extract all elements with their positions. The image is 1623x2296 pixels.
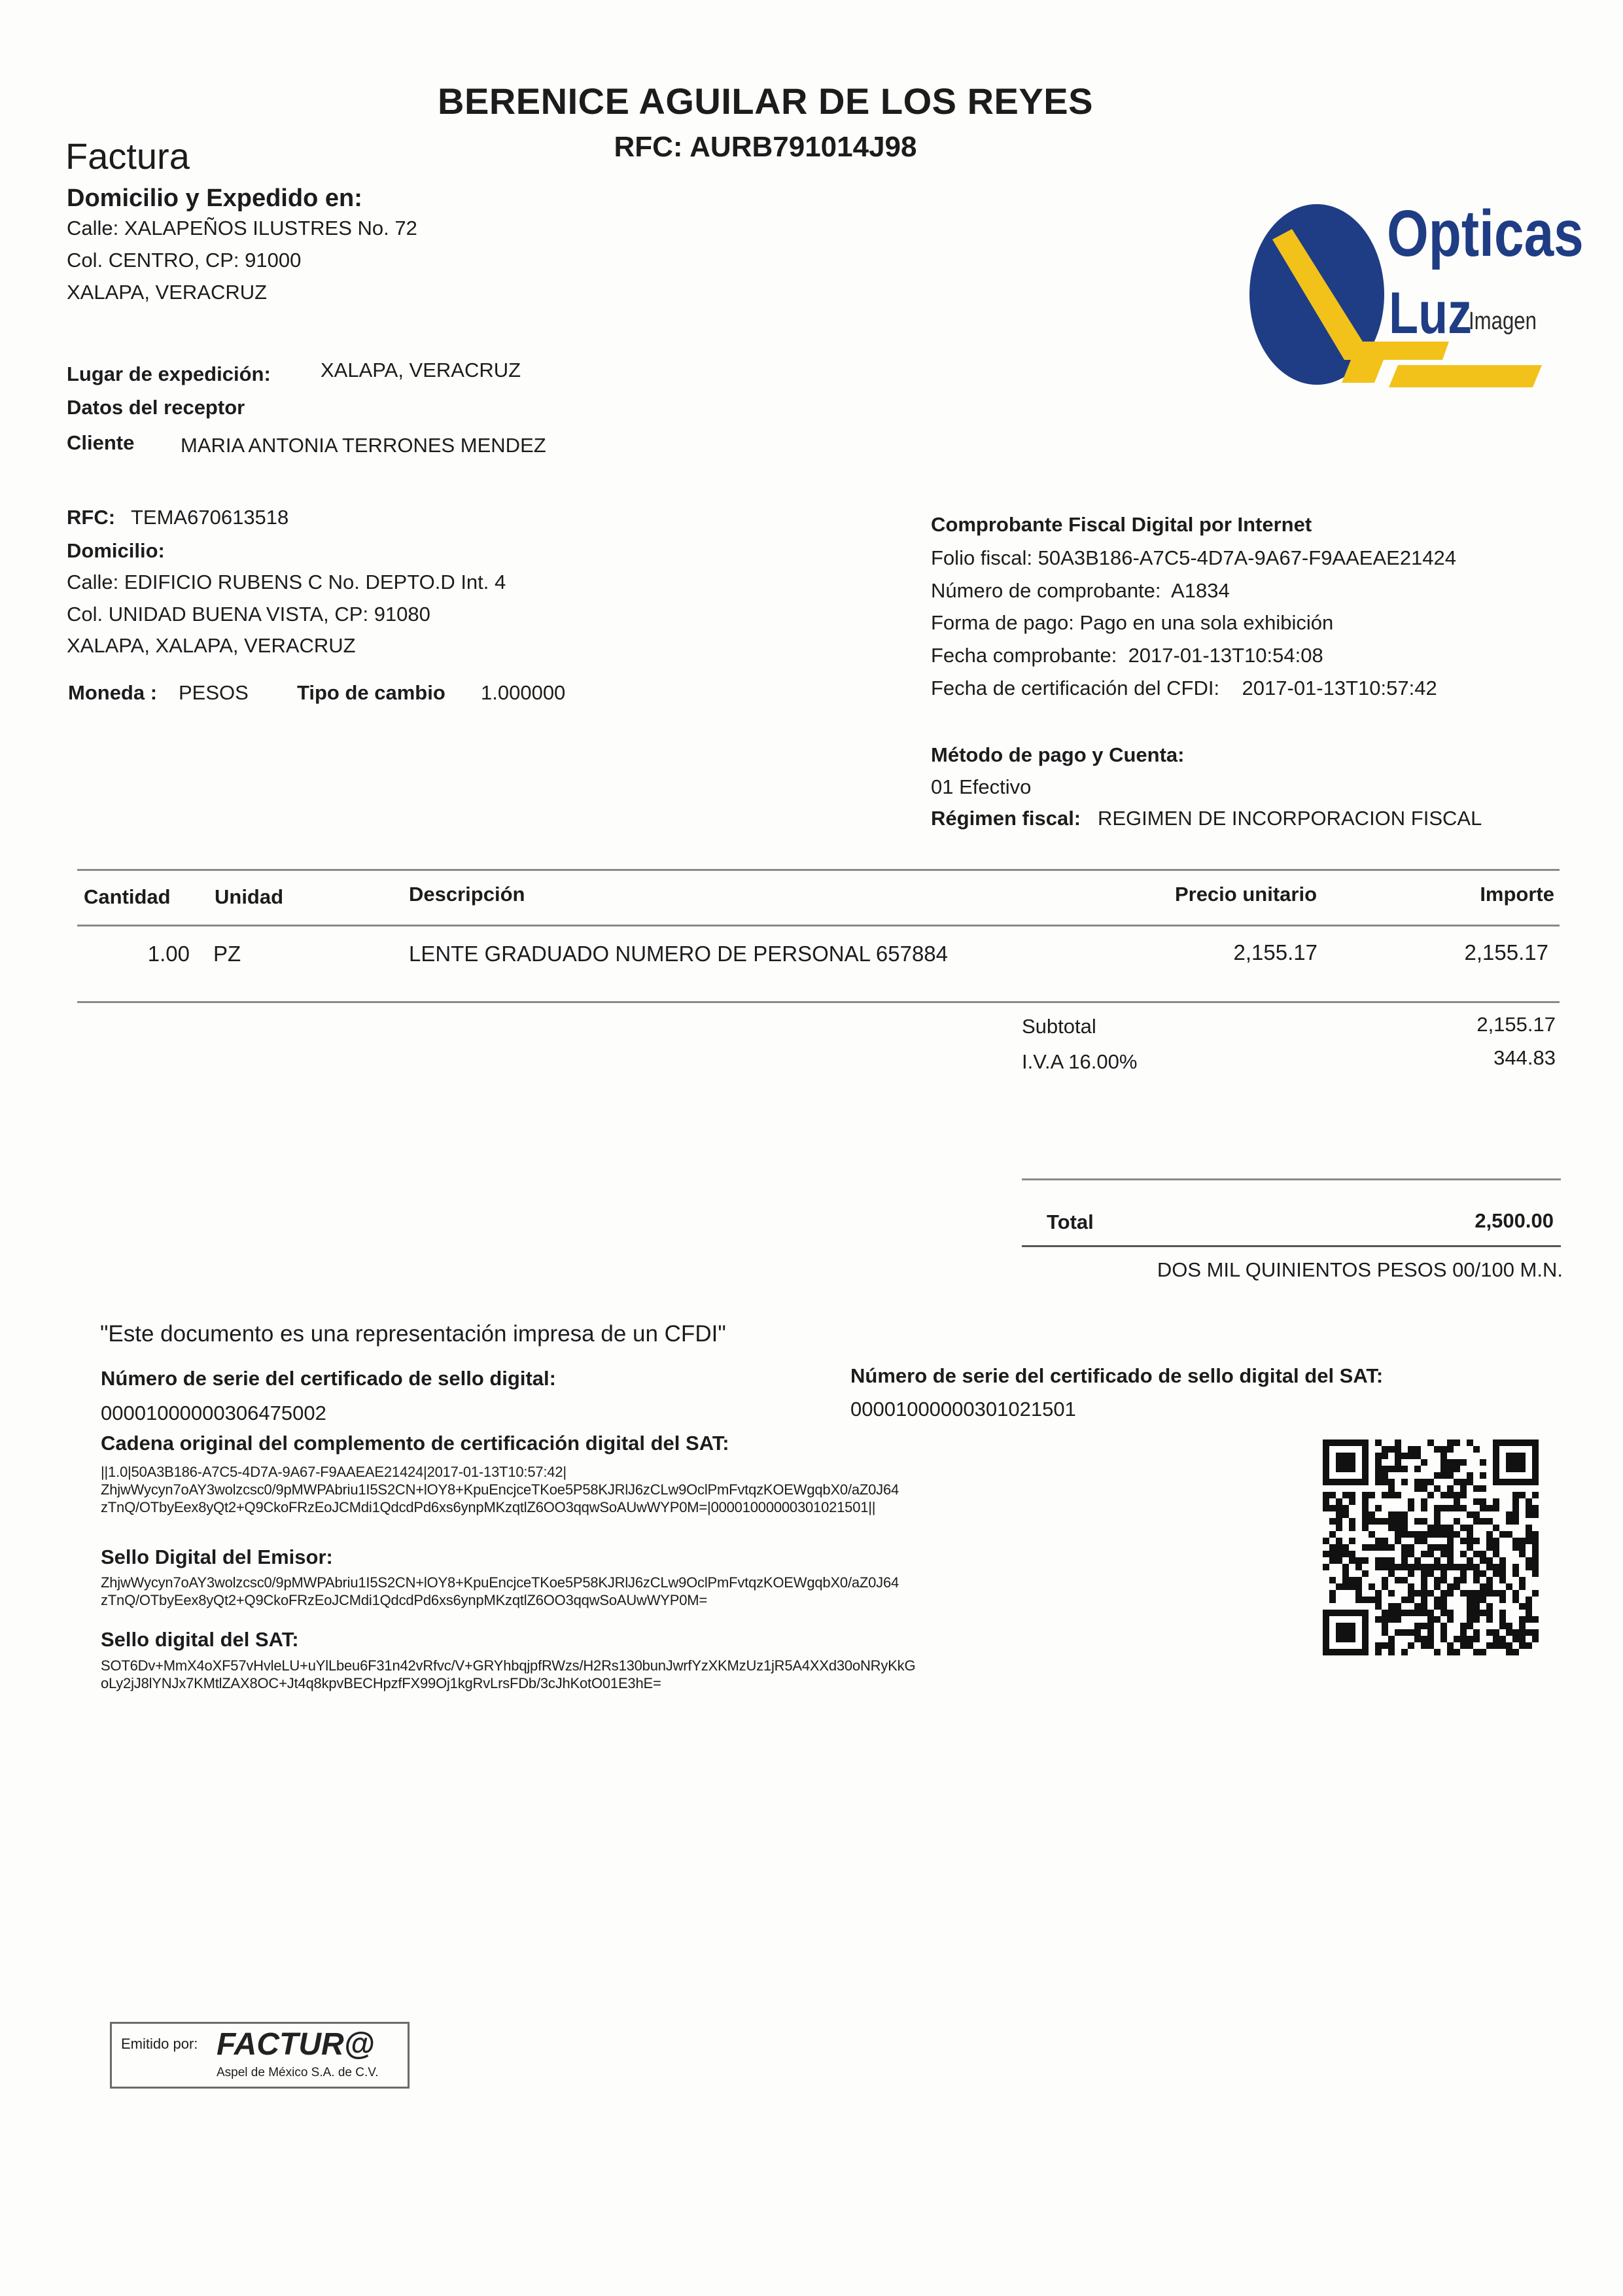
original-chain-line: ZhjwWycyn7oAY3wolzcsc0/9pMWPAbriu1I5S2CN+lOY8+KpuEncjceTKoe5P58KJRlJ6zCLw9OclPmFvtqzKOEWgqbX0/aZ0J64: [101, 1481, 899, 1498]
issuer-address-line: Col. CENTRO, CP: 91000: [67, 249, 302, 272]
tax-regime-label: Régimen fiscal:: [931, 807, 1081, 830]
emitter-seal-label: Sello Digital del Emisor:: [101, 1545, 333, 1568]
cfdi-row-value: A1834: [1171, 579, 1230, 602]
expedition-label: Lugar de expedición:: [67, 362, 271, 385]
receiver-address-line: Col. UNIDAD BUENA VISTA, CP: 91080: [67, 603, 430, 626]
sat-seal-label: Sello digital del SAT:: [101, 1628, 299, 1651]
issuer-address-line: XALAPA, VERACRUZ: [67, 281, 268, 304]
column-header-unit: Unidad: [215, 885, 284, 908]
client-value: MARIA ANTONIA TERRONES MENDEZ: [181, 434, 546, 457]
payment-method-heading: Método de pago y Cuenta:: [931, 743, 1185, 766]
receiver-rfc-value: TEMA670613518: [131, 506, 289, 529]
facturae-stamp: [110, 2022, 410, 2089]
cfdi-row-certification-date: [931, 676, 1437, 701]
table-header-rule: [77, 925, 1560, 927]
payment-method-value: 01 Efectivo: [931, 775, 1032, 798]
client-label: Cliente: [67, 431, 135, 454]
cfdi-row-label: Forma de pago:: [931, 611, 1074, 634]
cfdi-row-value: 2017-01-13T10:57:42: [1242, 677, 1437, 699]
subtotal-value: 2,155.17: [1476, 1013, 1556, 1036]
cfdi-row-label: Número de comprobante:: [931, 579, 1161, 602]
receiver-address-line: XALAPA, XALAPA, VERACRUZ: [67, 634, 356, 657]
emitted-by-label: Emitido por:: [121, 2036, 198, 2052]
iva-label: I.V.A 16.00%: [1022, 1050, 1138, 1073]
original-chain-line: zTnQ/OTbyEex8yQt2+Q9CkoFRzEoJCMdi1QdcdPd6xs6ynpMKzqtlZ6OO3qqwSoAUwWYP0M=|00001000000301021501||: [101, 1499, 876, 1515]
cfdi-row-payment-form: [931, 610, 1333, 635]
receiver-domicile-label: Domicilio:: [67, 539, 165, 562]
issuer-rfc: RFC: AURB791014J98: [614, 131, 917, 163]
currency-value: PESOS: [179, 681, 249, 704]
iva-value: 344.83: [1493, 1046, 1556, 1069]
opticas-luz-logo: [1246, 196, 1584, 406]
cfdi-row-value: 50A3B186-A7C5-4D7A-9A67-F9AAEAE21424: [1038, 546, 1457, 569]
total-in-words: DOS MIL QUINIENTOS PESOS 00/100 M.N.: [1157, 1258, 1563, 1281]
cfdi-row-folio: [931, 546, 1456, 571]
column-header-qty: Cantidad: [84, 885, 171, 908]
qr-code-graphic: [1323, 1439, 1539, 1655]
total-bottom-rule: [1022, 1245, 1561, 1247]
row-unit-price: 2,155.17: [1233, 940, 1318, 964]
cfdi-row-label: Folio fiscal:: [931, 546, 1033, 569]
row-qty: 1.00: [147, 942, 190, 966]
subtotal-label: Subtotal: [1022, 1015, 1096, 1038]
total-top-rule: [1022, 1178, 1561, 1180]
tax-regime: [931, 806, 1482, 831]
qr-code-icon: [1323, 1439, 1539, 1655]
expedition-value: XALAPA, VERACRUZ: [321, 359, 521, 381]
facturae-logo: FACTUR@: [217, 2027, 375, 2062]
emitter-seal-line: ZhjwWycyn7oAY3wolzcsc0/9pMWPAbriu1I5S2CN+lOY8+KpuEncjceTKoe5P58KJRlJ6zCLw9OclPmFvtqzKOEWgqbX0/aZ0J64: [101, 1574, 899, 1591]
column-header-description: Descripción: [409, 883, 525, 906]
cfdi-row-label: Fecha de certificación del CFDI:: [931, 677, 1220, 699]
cfdi-disclaimer: "Este documento es una representación impresa de un CFDI": [100, 1321, 726, 1347]
cfdi-heading: Comprobante Fiscal Digital por Internet: [931, 513, 1312, 536]
cfdi-row-value: 2017-01-13T10:54:08: [1128, 644, 1323, 667]
sat-seal-line: SOT6Dv+MmX4oXF57vHvleLU+uYlLbeu6F31n42vRfvc/V+GRYhbqjpfRWzs/H2Rs130bunJwrfYzXKMzUz1jR5A4XXd30oNRyKkG: [101, 1657, 916, 1674]
emitter-seal-line: zTnQ/OTbyEex8yQt2+Q9CkoFRzEoJCMdi1QdcdPd6xs6ynpMKzqtlZ6OO3qqwSoAUwWYP0M=: [101, 1592, 708, 1608]
currency-label: Moneda :: [68, 681, 158, 704]
total-value: 2,500.00: [1475, 1209, 1554, 1232]
column-header-amount: Importe: [1480, 883, 1554, 906]
total-label: Total: [1047, 1210, 1094, 1233]
exchange-rate-label: Tipo de cambio: [297, 681, 445, 704]
issuer-serial-label: Número de serie del certificado de sello digital:: [101, 1367, 556, 1390]
facturae-company: Aspel de México S.A. de C.V.: [217, 2066, 379, 2079]
issuer-name: BERENICE AGUILAR DE LOS REYES: [438, 80, 1093, 122]
cfdi-row-number: [931, 578, 1230, 603]
original-chain-line: ||1.0|50A3B186-A7C5-4D7A-9A67-F9AAEAE21424|2017-01-13T10:57:42|: [101, 1464, 567, 1480]
cfdi-row-value: Pago en una sola exhibición: [1079, 611, 1334, 634]
receiver-rfc-label: RFC:: [67, 506, 116, 529]
column-header-unit-price: Precio unitario: [1174, 883, 1317, 906]
cfdi-row-label: Fecha comprobante:: [931, 644, 1117, 667]
row-amount: 2,155.17: [1464, 940, 1548, 964]
tax-regime-value: REGIMEN DE INCORPORACION FISCAL: [1097, 807, 1482, 830]
row-description: LENTE GRADUADO NUMERO DE PERSONAL 657884: [409, 942, 949, 966]
sat-serial-label: Número de serie del certificado de sello digital del SAT:: [850, 1364, 1384, 1387]
table-bottom-rule: [77, 1001, 1560, 1003]
document-type-title: Factura: [65, 135, 190, 177]
sat-serial-value: 00001000000301021501: [850, 1398, 1076, 1421]
receiver-address-line: Calle: EDIFICIO RUBENS C No. DEPTO.D Int. 4: [67, 571, 506, 593]
original-chain-label: Cadena original del complemento de certificación digital del SAT:: [101, 1432, 729, 1455]
receiver-heading: Datos del receptor: [67, 396, 245, 419]
issuer-address-line: Calle: XALAPEÑOS ILUSTRES No. 72: [67, 217, 417, 239]
logo-text-luz: Luz: [1389, 281, 1473, 346]
logo-text-opticas: Opticas: [1387, 197, 1584, 270]
domicile-heading: Domicilio y Expedido en:: [67, 185, 362, 212]
issuer-serial-value: 00001000000306475002: [101, 1402, 326, 1424]
logo-text-imagen: Imagen: [1469, 308, 1537, 335]
sat-seal-line: oLy2jJ8lYNJx7KMtlZAX8OC+Jt4q8kpvBECHpzfFX99Oj1kgRvLrsFDb/3cJhKotO01E3hE=: [101, 1675, 661, 1691]
cfdi-row-date: [931, 643, 1323, 668]
row-unit: PZ: [213, 942, 241, 966]
exchange-rate-value: 1.000000: [481, 681, 566, 704]
table-top-rule: [77, 869, 1560, 871]
